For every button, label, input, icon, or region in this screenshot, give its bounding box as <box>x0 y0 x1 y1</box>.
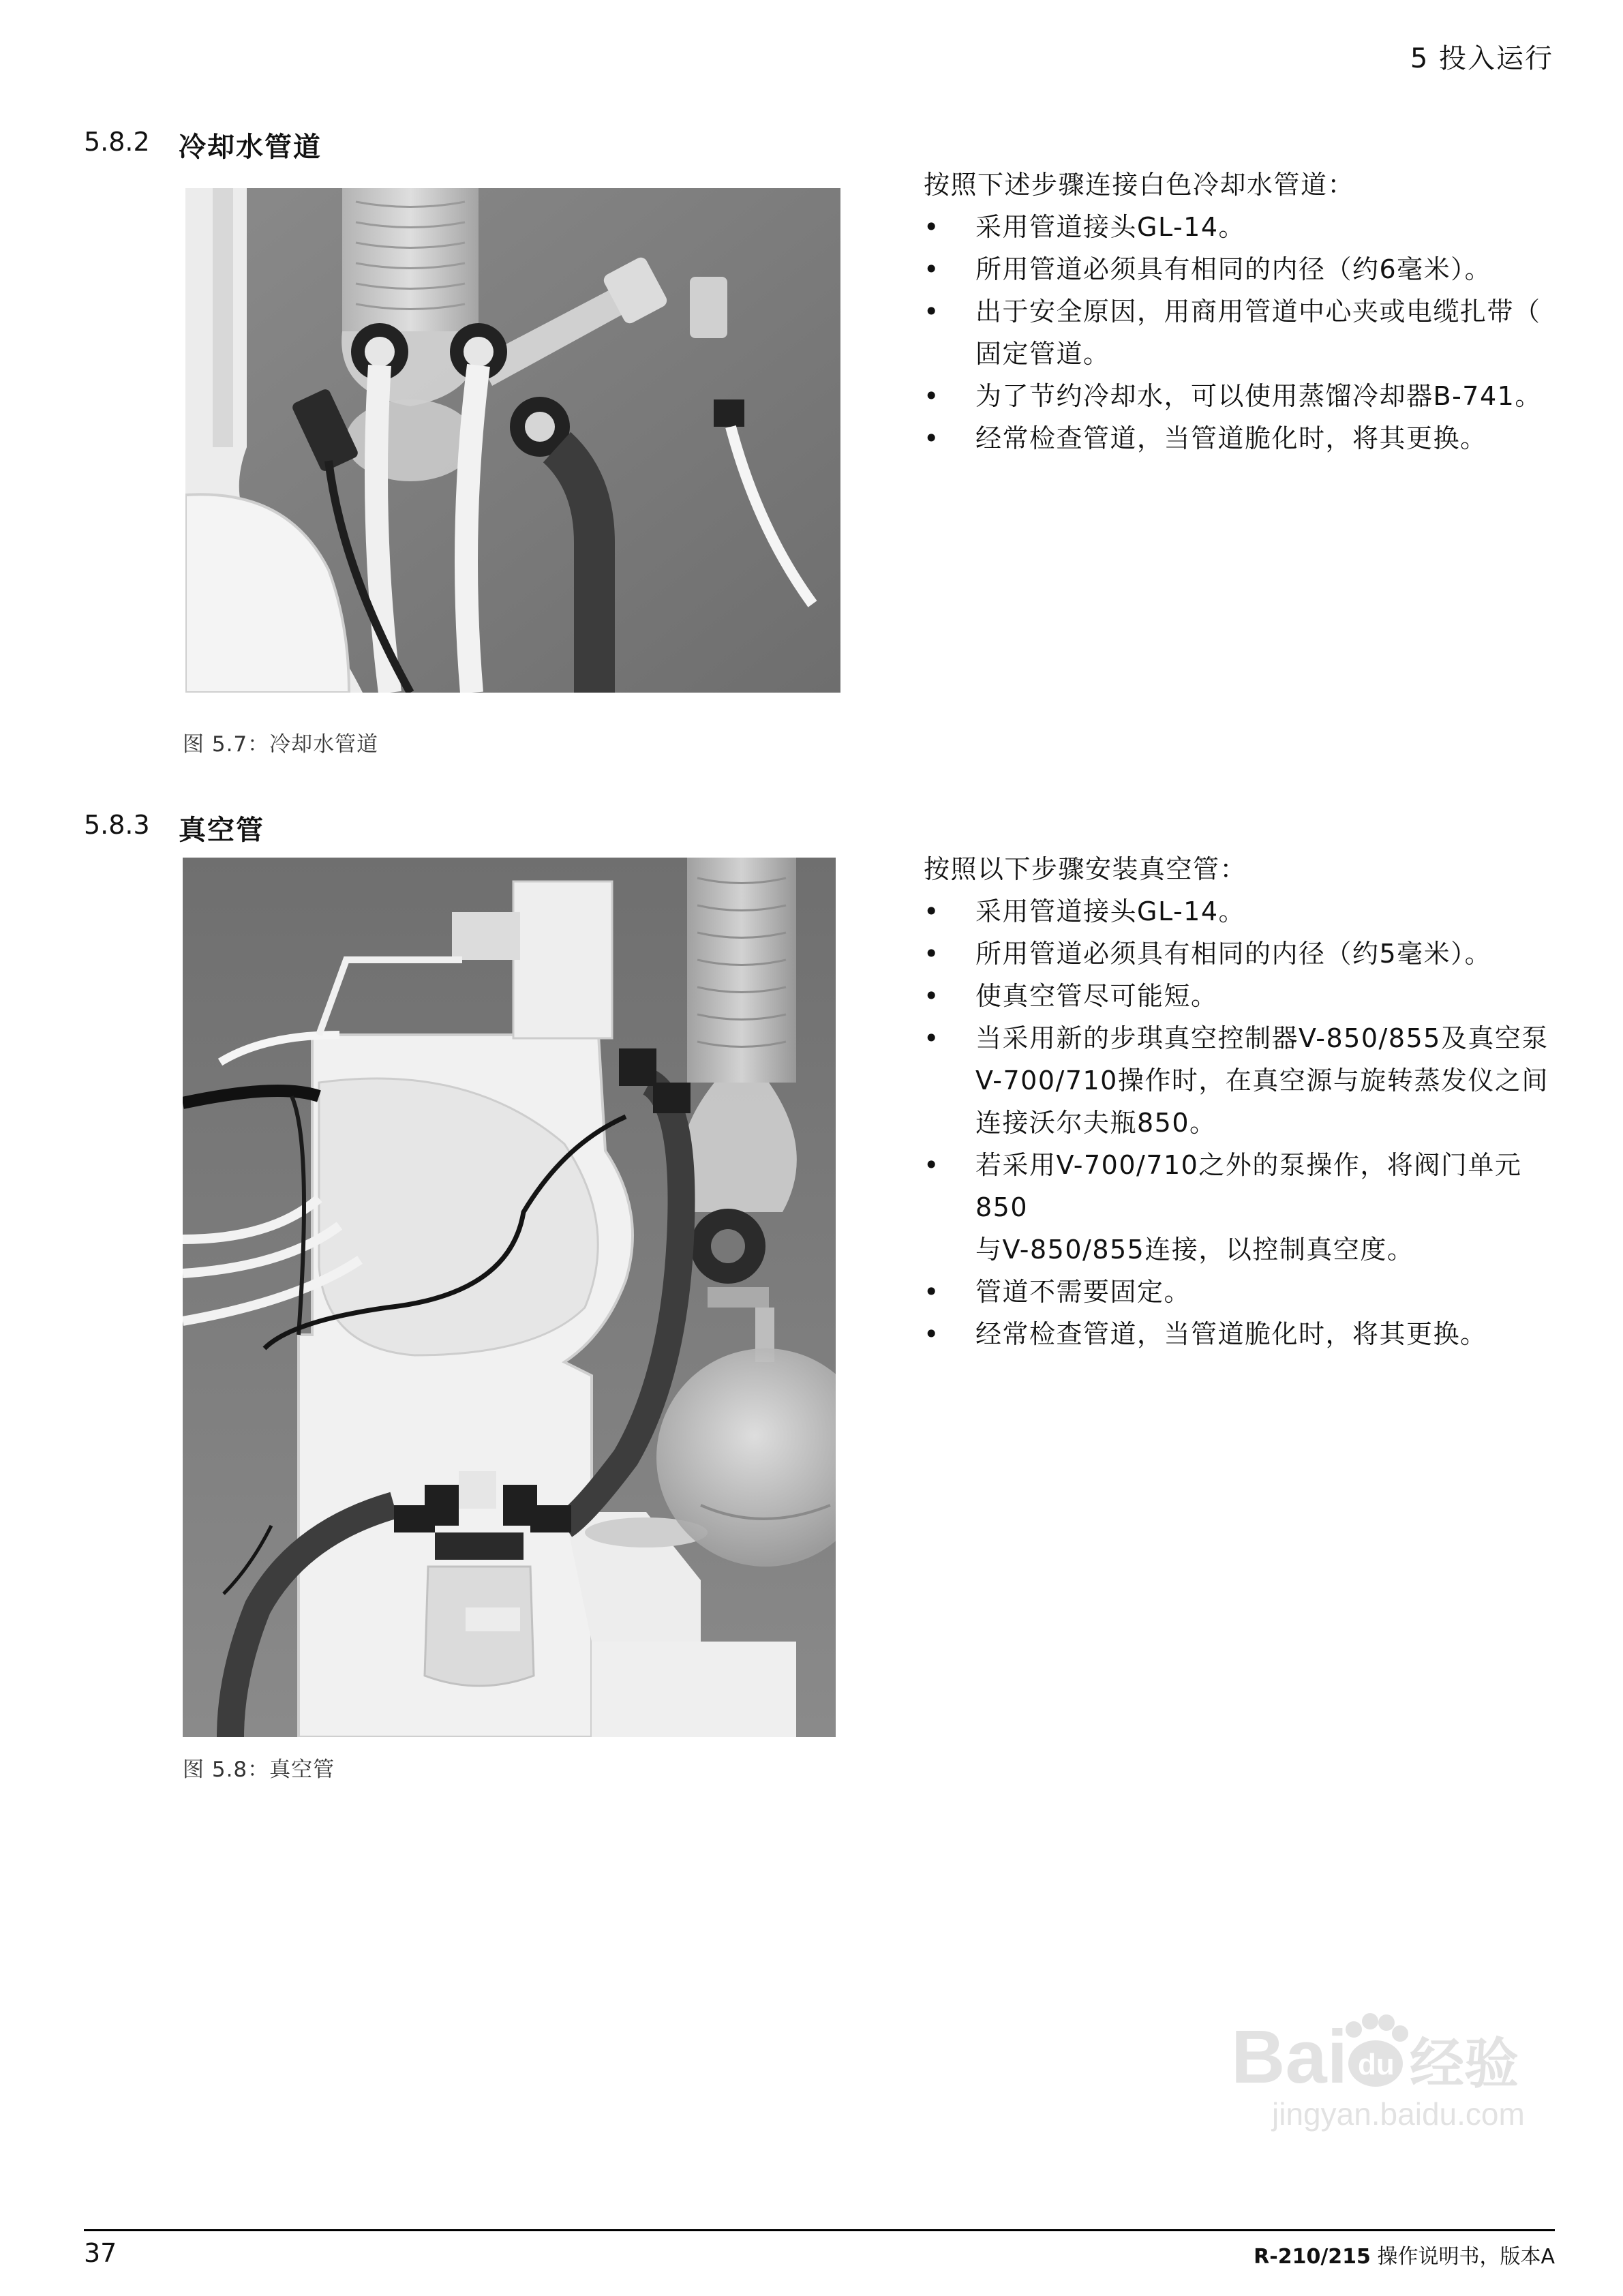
baidu-jingyan-watermark <box>1231 2008 1524 2137</box>
vacuum-tube-photo <box>183 858 836 1737</box>
footer-doc-title: 操作说明书，版本A <box>1370 2245 1555 2269</box>
baidu-logo-icon <box>1231 2008 1524 2137</box>
chapter-header: 5 投入运行 <box>1410 43 1553 74</box>
bullet: • <box>924 939 940 969</box>
list-item: • 采用管道接头GL-14。 <box>924 890 1564 933</box>
bullet: • <box>924 254 940 284</box>
vacuum-tube-steps <box>924 890 1564 1355</box>
list-item: • 当采用新的步琪真空控制器V-850/855及真空泵 V-700/710操作时，在真空源与旋转蒸发仪之间 连接沃尔夫瓶850。 <box>924 1017 1564 1144</box>
bullet: • <box>924 423 940 453</box>
svg-text:Bai: Bai <box>1231 2015 1348 2099</box>
bullet: • <box>924 1150 940 1180</box>
list-item: • 管道不需要固定。 <box>924 1271 1564 1313</box>
cooling-water-photo <box>185 188 840 693</box>
list-item: • 所用管道必须具有相同的内径（约6毫米）。 <box>924 248 1564 290</box>
list-item: • 所用管道必须具有相同的内径（约5毫米）。 <box>924 933 1564 975</box>
figure-caption-5-8: 图 5.8：真空管 <box>183 1757 335 1782</box>
vacuum-tube-illustration <box>183 858 836 1737</box>
svg-text:du: du <box>1358 2048 1395 2081</box>
section-title-cooling-water: 冷却水管道 <box>179 132 322 163</box>
bullet: • <box>924 212 940 242</box>
footer-document-info <box>1254 2239 1555 2269</box>
bullet: • <box>924 1319 940 1349</box>
section-number-5-8-2: 5.8.2 <box>84 127 150 157</box>
section-number-5-8-3: 5.8.3 <box>84 810 150 840</box>
list-item: • 经常检查管道，当管道脆化时，将其更换。 <box>924 417 1564 459</box>
cooling-water-illustration <box>185 188 840 693</box>
bullet: • <box>924 381 940 411</box>
list-item: • 使真空管尽可能短。 <box>924 975 1564 1017</box>
bullet: • <box>924 1023 940 1053</box>
list-item: • 采用管道接头GL-14。 <box>924 206 1564 248</box>
cooling-water-intro: 按照下述步骤连接白色冷却水管道： <box>924 170 1355 200</box>
cooling-water-instructions <box>924 164 1564 459</box>
vacuum-tube-intro: 按照以下步骤安装真空管： <box>924 854 1247 884</box>
section-title-vacuum-tube: 真空管 <box>179 815 264 846</box>
svg-text:jingyan.baidu.com: jingyan.baidu.com <box>1272 2096 1524 2132</box>
bullet: • <box>924 896 940 926</box>
list-item: • 经常检查管道，当管道脆化时，将其更换。 <box>924 1313 1564 1355</box>
list-item: • 出于安全原因，用商用管道中心夹或电缆扎带（ 固定管道。 <box>924 290 1564 375</box>
footer-model: R-210/215 <box>1254 2245 1371 2269</box>
cooling-water-steps <box>924 206 1564 459</box>
vacuum-tube-instructions <box>924 848 1564 1355</box>
bullet: • <box>924 1277 940 1307</box>
figure-caption-5-7: 图 5.7：冷却水管道 <box>183 732 379 757</box>
svg-text:经验: 经验 <box>1410 2032 1519 2096</box>
page-number: 37 <box>84 2238 117 2268</box>
bullet: • <box>924 981 940 1011</box>
list-item: • 若采用V-700/710之外的泵操作，将阀门单元850 与V-850/855连接，以控制真空度。 <box>924 1144 1564 1271</box>
list-item: • 为了节约冷却水，可以使用蒸馏冷却器B-741。 <box>924 375 1564 417</box>
footer-rule <box>84 2229 1555 2231</box>
bullet: • <box>924 297 940 327</box>
